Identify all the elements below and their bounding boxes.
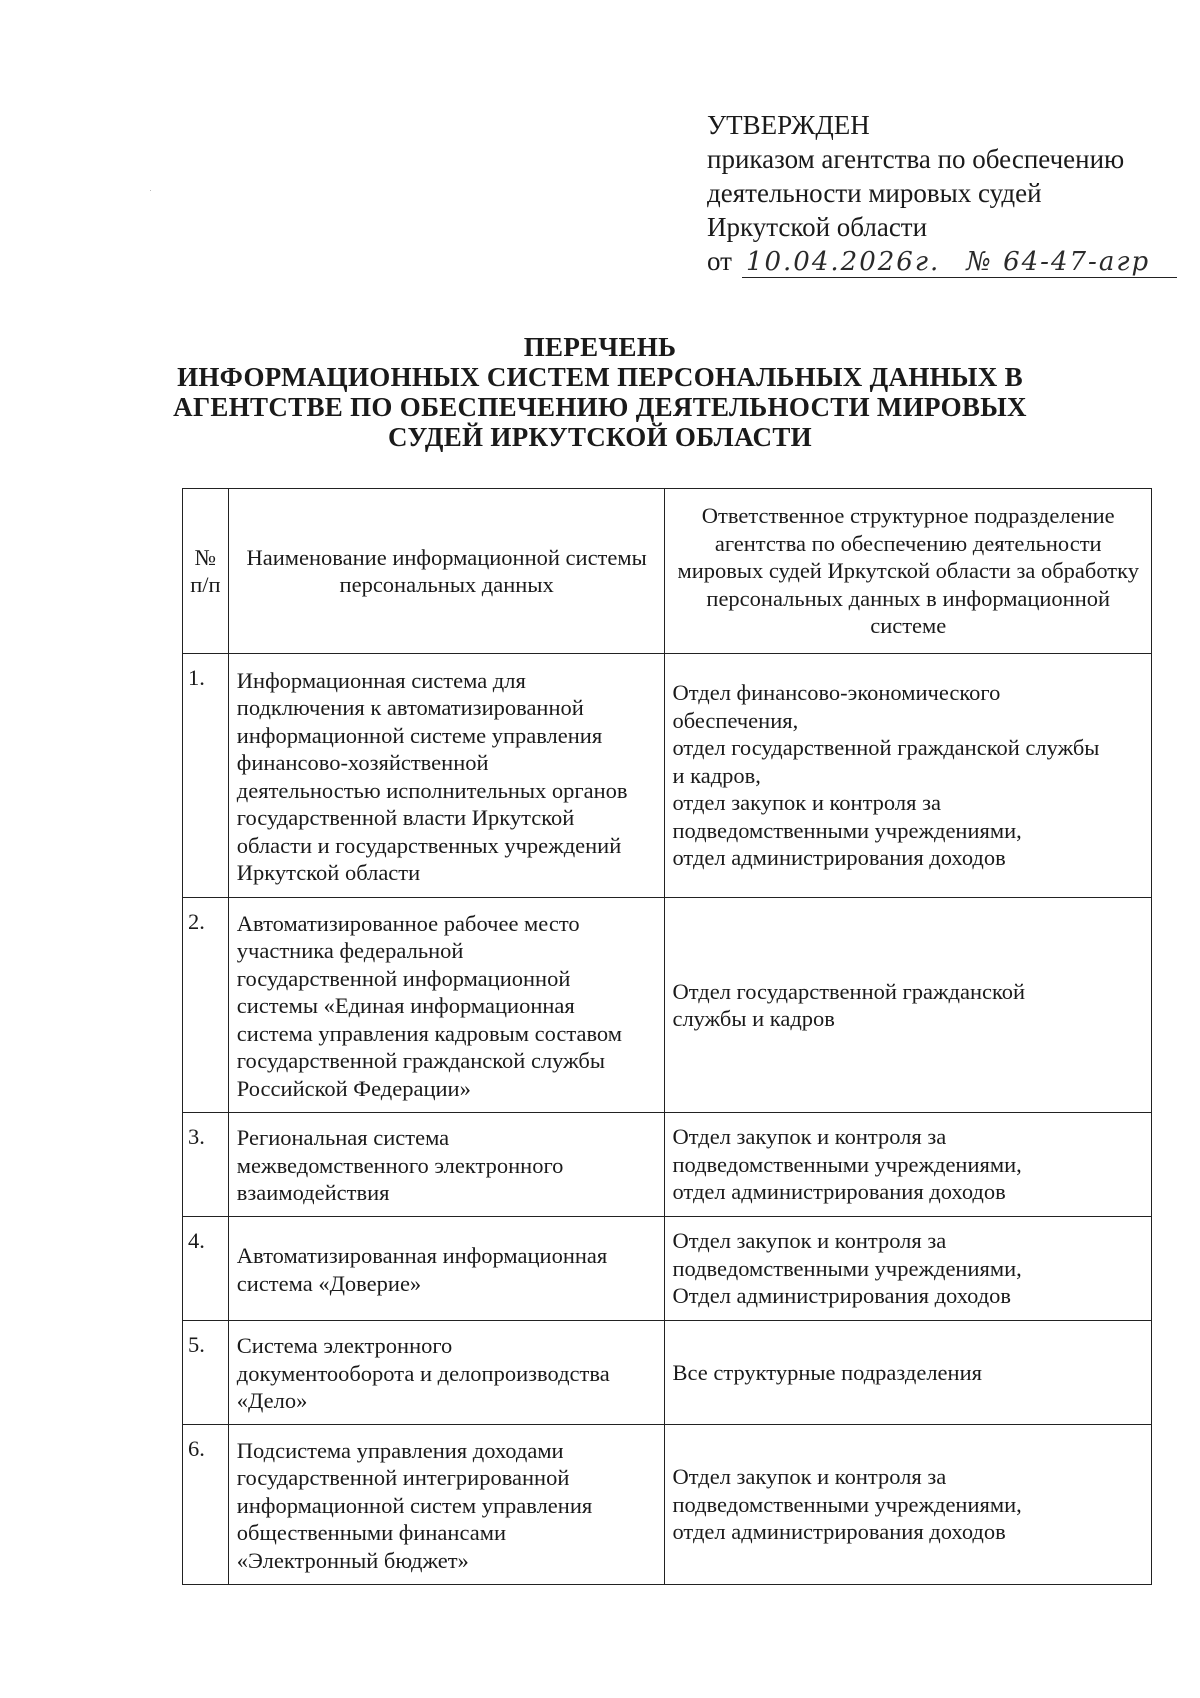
cell-line: финансово-хозяйственной: [236, 750, 489, 775]
cell-line: обеспечения,: [672, 707, 799, 733]
cell-line: государственной интегрированной: [236, 1465, 570, 1491]
cell-line: деятельностью исполнительных органов: [236, 777, 628, 803]
header-name: [228, 489, 665, 654]
cell-line: подведомственными учреждениями,: [672, 1151, 1022, 1177]
system-name: [228, 654, 665, 898]
title-line: ИНФОРМАЦИОННЫХ СИСТЕМ ПЕРСОНАЛЬНЫХ ДАННЫХ В: [177, 362, 1023, 392]
approval-line: Иркутской области: [707, 212, 928, 242]
cell-line: отдел закупок и контроля за: [672, 790, 941, 816]
header-text: Ответственное структурное подразделение: [701, 503, 1115, 529]
responsible-department: [665, 1113, 1152, 1217]
cell-line: государственной информационной: [236, 965, 571, 991]
cell-line: государственной гражданской службы: [236, 1048, 605, 1074]
header-text: обработку персональных данных в: [706, 558, 1139, 611]
cell-line: Отдел закупок и контроля за: [672, 1464, 947, 1490]
row-number: 3.: [183, 1113, 229, 1217]
header-text: №: [194, 544, 217, 570]
cell-line: Российской Федерации»: [236, 1075, 471, 1101]
cell-line: Отдел финансово-экономического: [672, 680, 1001, 706]
cell-line: документооборота и делопроизводства: [236, 1360, 610, 1386]
responsible-department: [665, 898, 1152, 1113]
cell-line: информационной системе управления: [236, 722, 603, 748]
cell-line: и кадров,: [672, 762, 761, 788]
header-text: Наименование информационной: [246, 544, 560, 570]
cell-line: службы и кадров: [672, 1006, 835, 1031]
row-number: 5.: [183, 1321, 229, 1425]
header-text: мировых судей Иркутской области за: [677, 558, 1036, 584]
system-name: [228, 1113, 665, 1217]
responsible-department: [665, 1217, 1152, 1321]
cell-line: Автоматизированное рабочее место: [236, 910, 580, 936]
approval-line: приказом агентства по обеспечению: [707, 144, 1125, 174]
cell-line: межведомственного электронного: [236, 1152, 564, 1178]
cell-line: взаимодействия: [236, 1180, 390, 1206]
title-line: ПЕРЕЧЕНЬ: [523, 332, 677, 362]
responsible-department: [665, 1321, 1152, 1425]
system-name: [228, 1425, 665, 1585]
cell-line: Отдел администрирования доходов: [672, 1283, 1012, 1309]
title-line: СУДЕЙ ИРКУТСКОЙ ОБЛАСТИ: [388, 422, 812, 452]
title-line: АГЕНТСТВЕ ПО ОБЕСПЕЧЕНИЮ ДЕЯТЕЛЬНОСТИ МИРОВЫХ: [173, 392, 1027, 422]
responsible-department: [665, 1425, 1152, 1585]
cell-line: отдел администрирования доходов: [672, 845, 1006, 871]
row-number: 2.: [183, 898, 229, 1113]
cell-line: подведомственными учреждениями,: [672, 1491, 1022, 1517]
header-text: информационной системе: [870, 585, 1111, 639]
cell-line: области и государственных учреждений: [236, 832, 622, 858]
table-header: [183, 489, 1152, 654]
system-name: [228, 1217, 665, 1321]
cell-line: Отдел закупок и контроля за: [672, 1124, 947, 1150]
cell-line: отдел администрирования доходов: [672, 1519, 1006, 1545]
cell-line: системы «Единая информационная: [236, 993, 575, 1019]
cell-line: «Электронный бюджет»: [236, 1547, 469, 1573]
row-number: 1.: [183, 654, 229, 898]
cell-line: Отдел государственной гражданской: [672, 978, 1026, 1004]
approval-order-number: № 64-47-агр: [966, 247, 1151, 277]
approval-heading: УТВЕРЖДЕН: [707, 110, 870, 140]
handwritten-date-number: [742, 247, 1177, 278]
cell-line: система управления кадровым составом: [236, 1020, 622, 1046]
cell-line: информационной систем управления: [236, 1492, 593, 1518]
table-row: [183, 1217, 1152, 1321]
system-name: [228, 1321, 665, 1425]
cell-line: общественными финансами: [236, 1520, 506, 1546]
header-text: системы персональных данных: [339, 544, 647, 597]
header-num: [183, 489, 229, 654]
cell-line: Автоматизированная информационная: [236, 1243, 608, 1268]
cell-line: Подсистема управления доходами: [236, 1437, 564, 1463]
table-row: [183, 1113, 1152, 1217]
approval-line: деятельности мировых судей: [707, 178, 1042, 208]
cell-line: система «Доверие»: [236, 1270, 422, 1296]
cell-line: подведомственными учреждениями,: [672, 1255, 1022, 1281]
responsible-department: [665, 654, 1152, 898]
cell-line: Иркутской области: [236, 860, 421, 885]
table-row: [183, 654, 1152, 898]
information-systems-table: [182, 488, 1152, 1585]
table-row: [183, 898, 1152, 1113]
cell-line: Отдел закупок и контроля за: [672, 1228, 947, 1254]
document-title: [160, 332, 1040, 452]
row-number: 6.: [183, 1425, 229, 1585]
cell-line: отдел администрирования доходов: [672, 1179, 1006, 1205]
table-row: [183, 1425, 1152, 1585]
cell-line: отдел государственной гражданской службы: [672, 735, 1100, 761]
cell-line: Региональная система: [236, 1125, 450, 1151]
cell-line: участника федеральной: [236, 938, 464, 964]
cell-line: Система электронного: [236, 1333, 453, 1359]
header-text: п/п: [190, 572, 221, 597]
approval-date-value: 10.04.2026г.: [745, 247, 941, 277]
approval-date-prefix: от: [707, 246, 732, 276]
row-number: 4.: [183, 1217, 229, 1321]
cell-line: Все структурные подразделения: [672, 1359, 982, 1385]
approval-date-line: [707, 244, 1177, 278]
scan-speck: [150, 190, 151, 191]
system-name: [228, 898, 665, 1113]
header-text: агентства по обеспечению деятельности: [714, 530, 1102, 556]
table-row: [183, 1321, 1152, 1425]
header-dept: [665, 489, 1152, 654]
cell-line: «Дело»: [236, 1388, 308, 1414]
cell-line: подведомственными учреждениями,: [672, 817, 1022, 843]
cell-line: государственной власти Иркутской: [236, 805, 575, 830]
approval-block: [707, 108, 1177, 278]
cell-line: Информационная система для: [236, 667, 526, 693]
cell-line: подключения к автоматизированной: [236, 695, 584, 720]
